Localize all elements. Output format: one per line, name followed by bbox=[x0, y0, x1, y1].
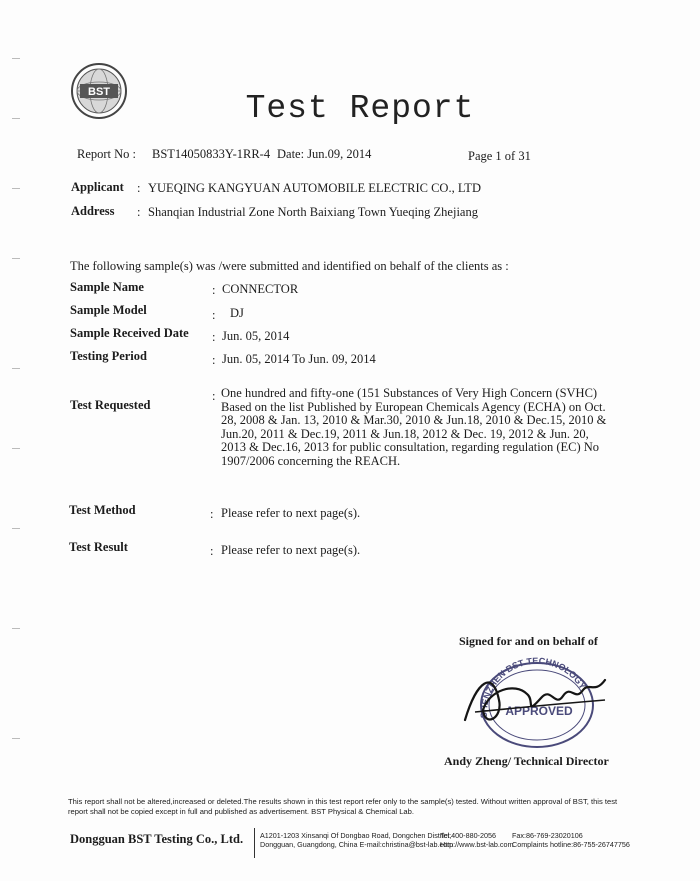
test-method-label: Test Method bbox=[69, 503, 136, 517]
scan-edge-mark bbox=[12, 118, 20, 119]
sample-name-value: CONNECTOR bbox=[222, 282, 299, 296]
page-number: Page 1 of 31 bbox=[468, 149, 531, 163]
test-result-colon: : bbox=[210, 544, 214, 558]
footer-disclaimer-line: report shall not be copied except in full and published as advertisement. BST Physical & Chemical Lab. bbox=[68, 806, 414, 816]
scan-edge-mark bbox=[12, 628, 20, 629]
footer-disclaimer bbox=[68, 797, 628, 816]
sample-received-colon: : bbox=[212, 330, 216, 344]
footer-fax: Fax:86-769-23020106 bbox=[512, 831, 583, 840]
report-no-label: Report No : bbox=[77, 147, 137, 161]
sample-name-label: Sample Name bbox=[70, 280, 144, 294]
report-no-value: BST14050833Y-1RR-4 bbox=[152, 147, 271, 161]
scan-edge-mark bbox=[12, 58, 20, 59]
footer-company: Dongguan BST Testing Co., Ltd. bbox=[70, 832, 244, 846]
testing-period-colon: : bbox=[212, 353, 216, 367]
test-requested-line: Based on the list Published by European Chemicals Agency (ECHA) on Oct. bbox=[221, 399, 606, 414]
test-requested-line: One hundred and fifty-one (151 Substances of Very High Concern (SVHC) bbox=[221, 386, 598, 400]
footer-address bbox=[260, 831, 453, 849]
footer-divider bbox=[254, 828, 255, 858]
document-title: Test Report bbox=[245, 90, 475, 127]
test-result-value: Please refer to next page(s). bbox=[221, 543, 361, 557]
footer-complaints: Complaints hotline:86-755-26747756 bbox=[512, 840, 630, 850]
signed-on-behalf: Signed for and on behalf of bbox=[459, 634, 598, 648]
logo-text: BST bbox=[88, 86, 110, 98]
address-colon: : bbox=[137, 205, 141, 219]
stamp-top-text: SHENZHEN BST TECHNOLOGY bbox=[478, 655, 588, 719]
scan-edge-mark bbox=[12, 738, 20, 739]
testing-period-label: Testing Period bbox=[70, 349, 147, 363]
sample-model-colon: : bbox=[212, 308, 216, 322]
test-method-value: Please refer to next page(s). bbox=[221, 506, 361, 520]
scan-edge-mark bbox=[12, 528, 20, 529]
scan-edge-mark bbox=[12, 448, 20, 449]
scan-edge-mark bbox=[12, 368, 20, 369]
applicant-label: Applicant bbox=[71, 180, 124, 194]
test-requested-text bbox=[221, 387, 616, 469]
test-requested-line: 1907/2006 concerning the REACH. bbox=[221, 453, 401, 468]
sample-received-value: Jun. 05, 2014 bbox=[222, 329, 290, 343]
test-requested-colon: : bbox=[212, 389, 216, 403]
footer-fax-block bbox=[512, 831, 630, 849]
testing-period-value: Jun. 05, 2014 To Jun. 09, 2014 bbox=[222, 352, 376, 366]
address-value: Shanqian Industrial Zone North Baixiang Town Yueqing Zhejiang bbox=[148, 205, 478, 219]
stamp-center-text: APPROVED bbox=[505, 704, 573, 718]
sample-model-label: Sample Model bbox=[70, 303, 147, 317]
approval-stamp bbox=[455, 650, 615, 750]
intro-text: The following sample(s) was /were submitted and identified on behalf of the clients as : bbox=[70, 259, 509, 273]
scan-edge-mark bbox=[12, 258, 20, 259]
footer-address-line: A1201-1203 Xinsanqi Of Dongbao Road, Dongchen District, bbox=[260, 831, 452, 840]
applicant-colon: : bbox=[137, 181, 141, 195]
test-requested-line: Jun.20, 2011 & Dec.19, 2011 & Jun.18, 2012 & Dec. 19, 2012 & Jun. 20, bbox=[221, 426, 589, 441]
test-result-label: Test Result bbox=[69, 540, 128, 554]
sample-name-colon: : bbox=[212, 283, 216, 297]
scan-edge-mark bbox=[12, 188, 20, 189]
footer-http: Http://www.bst-lab.com bbox=[440, 840, 514, 850]
footer-contact bbox=[440, 831, 514, 849]
test-requested-label: Test Requested bbox=[70, 398, 151, 412]
signatory-name: Andy Zheng/ Technical Director bbox=[444, 754, 609, 768]
test-method-colon: : bbox=[210, 507, 214, 521]
footer-address-line: Dongguan, Guangdong, China E-mail:christina@bst-lab.com bbox=[260, 840, 454, 850]
sample-received-label: Sample Received Date bbox=[70, 326, 189, 340]
applicant-value: YUEQING KANGYUAN AUTOMOBILE ELECTRIC CO., LTD bbox=[148, 181, 481, 195]
test-requested-line: 2013 & Dec.16, 2013 for public consultation, regarding regulation (EC) No bbox=[221, 440, 600, 455]
footer-disclaimer-line: This report shall not be altered,increased or deleted.The results shown in this test report refer only to the sample(s) tested. Without written approval of BST, this test bbox=[68, 797, 618, 806]
footer-tel: Tel:400-880-2056 bbox=[440, 831, 496, 840]
address-label: Address bbox=[71, 204, 115, 218]
report-date: Date: Jun.09, 2014 bbox=[277, 147, 372, 161]
sample-model-value: DJ bbox=[230, 306, 244, 320]
test-requested-line: 28, 2008 & Jan. 13, 2010 & Mar.30, 2010 & Jun.18, 2010 & Dec.15, 2010 & bbox=[221, 413, 607, 428]
